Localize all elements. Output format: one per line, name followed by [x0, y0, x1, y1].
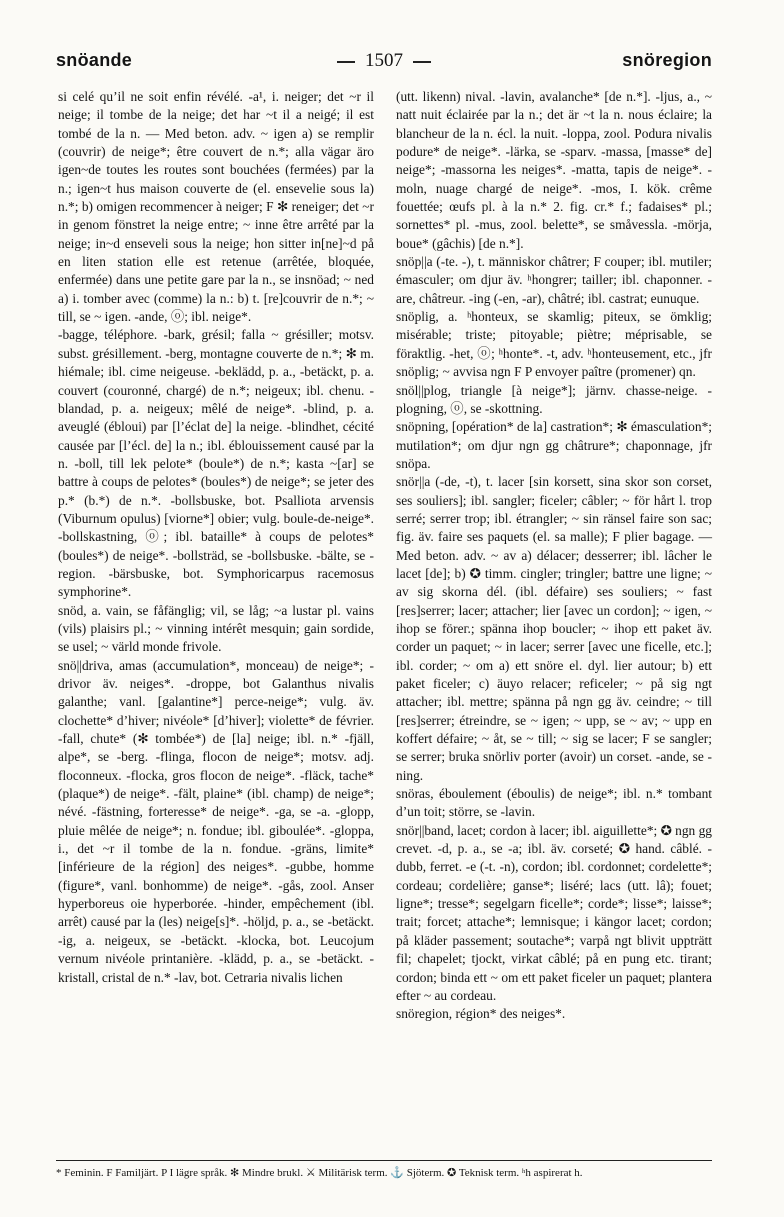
entry-paragraph: snöd, a. vain, se fåfänglig; vil, se låg; ~a lustar pl. vains (vils) plaisirs pl.; ~ vinning intérêt mesquin; gain sordide, se usel; ~ värld monde frivole. — [58, 602, 374, 655]
dash-left — [337, 61, 355, 63]
entry-paragraph: snöl||plog, triangle [à neige*]; järnv. chasse-neige. -plogning, ⓞ, se -skottning. — [396, 382, 712, 416]
entry-paragraph: snör||a (-de, -t), t. lacer [sin korsett, sina skor son corset, ses souliers]; ibl. sangler; ficeler; câbler; ~ för hårt l. trop serré; serrer trop; ibl. étrangler; ~ sin ränsel faire son sac; fig. äv. faire ses paquets (el. sa malle); F plier bagage. — Med beton. adv. ~ av a) délacer; desserrer; ibl. lâcher le lacet [de]; b) ✪ timm. cingler; tringler; battre une ligne; ~ av sig skorna dél. (ibl. défaire) ses souliers; ~ fast [res]serrer; lacer; attacher; lier [avec un cordon]; ~ igen, ~ ihop se förег.; spänna ihop boucler; ~ ihop ett paket äv. corder un paquet; ~ in lacer; serrer [avec une ficelle, etc.]; ibl. corder; ~ om a) ett snöre el. dyl. lier autour; b) ett paket ficeler; c) äuyo relacer; reficeler; ~ på sig ngt attacher; ibl. mettre; spänna på ngn gg äv. ceindre; ~ till [res]serrer; étreindre, se ~ igen; ~ upp, se ~ av; ~ upp en koffert défaire; ~ åt, se ~ till; ~ sig se lacer; F se sangler; se serrer; bruka snörliv porter (avoir) un corset. -ande, se -ning. — [396, 474, 712, 783]
right-headword: snöregion — [622, 50, 712, 70]
footer-rule — [56, 1160, 712, 1161]
entry-paragraph: snöregion, région* des neiges*. — [396, 1006, 566, 1022]
page-number-value: 1507 — [365, 50, 403, 71]
entry-paragraph: snö||driva, amas (accumulation*, monceau) de neige*; -drivor äv. neiges*. -droppe, bot Galanthus nivalis galanthe; vanl. [galantine*] perce-neige*; vulg. äv. clochette* d’hiver; nivéole* [d’hiver]; violette* de février. -fall, chute* (✻ tombée*) de [la] neige; ibl. n.* -fjäll, alpe*, se -berg. -flinga, flocon de neige*; motsv. adj. floconneux. -flocka, gros flocon de neige*. -fläck, tache* (plaque*) de neige*. -fält, plaine* (ibl. champ) de neige*; névé. -fästning, forteresse* de neige*. -ga, se -a. -glopp, pluie mêlée de neige*; n. fondue; ibl. giboulée*. -gloppa, i., det ~r il tombe de la n. fondue. -gräns, limite* [inférieure de la région] des neiges*. -gubbe, homme (figure*, vanl. bonhomme) de neige*. -gås, zool. Anser hyperboreus oie hyperborée. -hinder, empêchement (ibl. arrêt) causé par la (les) neige[s]*. -höljd, p. a., se -betäckt. -ig, a. neigeux, se -betäckt. -klocka, bot. Leucojum vernum nivéole printanière. -klädd, p. a., se -betäckt. -kristall, cristal de n.* -lav, bot. Cetraria nivalis lichen — [58, 657, 374, 985]
entry-paragraph: snöplig, a. ʰhonteux, se skamlig; piteux, se ömklig; misérable; triste; pitoyable; piètre; méprisable, se föraktlig. -het, ⓞ; ʰhonte*. -t, adv. ʰhonteusement, etc., jfr snöplig; ~ avvisa ngn F P envoyer paître (promener) qn. — [396, 309, 712, 380]
left-column — [58, 88, 374, 987]
right-column — [396, 88, 712, 1024]
page-number — [56, 50, 712, 72]
entry-paragraph: snöp||a (-te. -), t. människor châtrer; F couper; ibl. mutiler; émasculer; om djur äv. ʰhongrer; tailler; ibl. chaponner. -are, châtreur. -ing (-en, -ar), châtré; ibl. castrat; eunuque. — [396, 254, 712, 306]
entry-paragraph: si celé qu’il ne soit enfin révélé. -a¹, i. neiger; det ~r il neige; il tombe de la neige; det har ~t il a neigé; il est tombé de la n. — Med beton. adv. ~ igen a) se remplir (couvrir) de neige*; être couvert de n.*; alla vägar äro igen~de toutes les routes sont bouchées (fermées) par la n.; igen~t hus maison couverte de (el. ensevelie sous la) n.*; b) omigen recommencer à neiger; F ✻ reneiger; det ~r in genom fönstret la neige entre; ~ inne être arrêté par la neige; in~d enseveli sous la neige; hon sitter in[ne]~d på en liten station elle est retenue (arrêtée, bloquée, enfermée) dans une petite gare par la n., se insnöad; ~ ned a) i. tomber avec (comme) la n.: b) t. [re]couvrir de n.*; ~ till, se ~ igen. -ande, ⓞ; ibl. neige*. — [58, 89, 374, 325]
entry-paragraph: snöpning, [opération* de la] castration*; ✻ émasculation*; mutilation*; om djur ngn gg châtrure*; chaponnage, jfr snöpa. — [396, 419, 712, 471]
left-headword: snöande — [56, 50, 133, 70]
entry-paragraph: (utt. likenn) nival. -lavin, avalanche* [de n.*]. -ljus, a., ~ natt nuit éclairée par la n.; det är ~t la n. nous éclaire; la blancheur de la n. écl. la nuit. -loppa, zool. Podura nivalis podure* de neige*. -lärka, se -sparv. -massa, [masse* de] neige*; -massorna les neiges*. -matta, tapis de neige*. -moln, nuage chargé de neige*. -mos, I. kök. crême fouettée; œufs pl. à la n.* 2. fig. cr.* f.; fadaises* pl.; sornettes* pl. -mus, zool. belette*, se småvessla. -mörja, boue* (gâchis) [de n.*]. — [396, 89, 712, 251]
dash-right — [413, 61, 431, 63]
page-header — [56, 50, 712, 80]
entry-paragraph: snöras, éboulement (éboulis) de neige*; ibl. n.* tombant d’un toit; större, se -lavin. — [396, 786, 712, 820]
entry-paragraph: -bagge, téléphore. -bark, grésil; falla ~ grésiller; motsv. subst. grésillement. -berg, montagne couverte de n.*; ✻ m. hiémale; ibl. cime neigeuse. -beklädd, p. a., -betäckt, p. a. couvert (couronné, chargé) de n.*; neigeux; ibl. chenu. -blandad, p. a. neigeux; mêlé de neige*. -blind, p. a. aveuglé (ébloui) par [l’éclat de] la neige. -blindhet, cécité causée par [l’écl. de] la n.; ibl. éblouissement causé par la n. -boll, till lek pelote* (boule*) de n.*; kasta ~[ar] se battre à coups de pelotes* (boules*) de neige*; se jeter des p.* (b.*) de n.*. -bollsbuske, bot. Psalliota arvensis (Viburnum opulus) [viorne*] obier; vulg. boule-de-neige*. -bollskastning, ⓞ; ibl. bataille* à coups de pelotes* (boules*) de neige*. -bollsträd, se -bollsbuske. -bälte, se -region. -bärsbuske, bot. Symphoricarpus racemosus symphorine*. — [58, 327, 374, 600]
entry-paragraph: snör||band, lacet; cordon à lacer; ibl. aiguillette*; ✪ ngn gg crevet. -d, p. a., se -a; ibl. äv. corseté; ✪ hand. câblé. -dubb, ferret. -e (-t. -n), cordon; ibl. cordonnet; cordelette*; cordeau; cordelière; ganse*; liséré; lacs (utt. lâ); fouet; ligne*; tresse*; segelgarn ficelle*; corde*; lisse*; laisse*; trait; forcet; attache*; lemnisque; i kängor lacet; cordon; på kläder passement; soutache*; varpå ngt blivit uppträtt fil; chapelet; tjockt, virkat câblé; på en pung etc. tirant; cordon; binda ett ~ om ett paket ficeler un paquet; plantera efter ~ au cordeau. — [396, 822, 712, 1003]
footer-legend: * Feminin. F Familjärt. P I lägre språk. ✻ Mindre brukl. ⚔ Militärisk term. ⚓ Sjöterm. ✪ Teknisk term. ʰh aspirerat h. — [56, 1167, 583, 1179]
